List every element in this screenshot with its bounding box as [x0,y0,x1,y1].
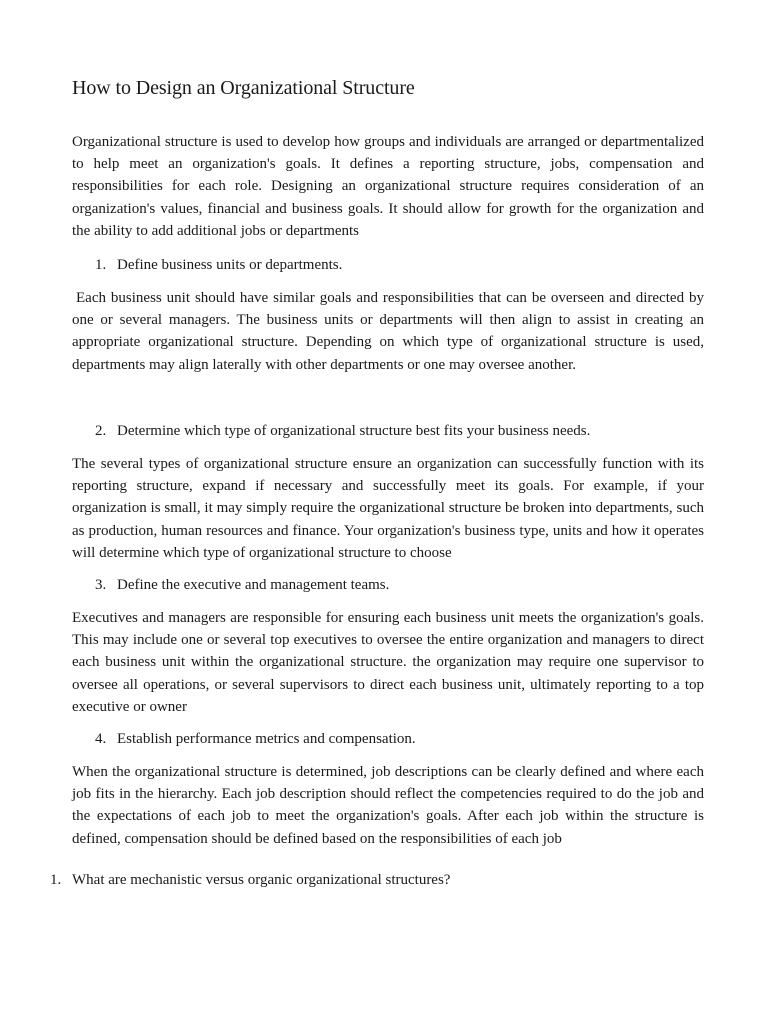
intro-paragraph: Organizational structure is used to develop how groups and individuals are arranged or departmentalized to help meet an organization's goals. It defines a reporting structure, jobs, compensation and responsibilities for each role. Designing an organizational structure requires consideration of an organization's values, financial and business goals. It should allow for growth for the organization and the ability to add additional jobs or departments [72,134,704,239]
step-2-number: 2. [95,423,107,439]
step-2-body: The several types of organizational structure ensure an organization can successfully function with its reporting structure, expand if necessary and successfully meet its goals. For example, if your organization is small, it may simply require the organizational structure be broken into departments, such as production, human resources and finance. Your organization's business type, units and how it operates will determine which type of organizational structure to choose [72,456,704,561]
step-4-heading [95,728,695,750]
question-number: 1. [50,872,62,888]
step-3-number: 3. [95,577,107,593]
document-title: How to Design an Organizational Structure [72,77,415,99]
step-4-heading-text: Establish performance metrics and compensation. [117,731,416,747]
step-1-heading-text: Define business units or departments. [117,257,343,273]
step-3-body: Executives and managers are responsible for ensuring each business unit meets the organization's goals. This may include one or several top executives to oversee the entire organization and managers to direct each business unit within the organizational structure. the organization may require one supervisor to oversee all operations, or several supervisors to direct each business unit, ultimately reporting to a top executive or owner [72,610,704,715]
step-3-heading [95,574,695,596]
question-item [50,869,690,891]
step-4-number: 4. [95,731,107,747]
step-1-body: Each business unit should have similar goals and responsibilities that can be overseen and directed by one or several managers. The business units or departments will then align to assist in creating an appropriate organizational structure. Depending on which type of organizational structure is used, departments may align laterally with other departments or one may oversee another. [72,290,704,373]
step-2-heading-text: Determine which type of organizational structure best fits your business needs. [117,423,591,439]
question-text: What are mechanistic versus organic organizational structures? [72,872,451,888]
step-4-body: When the organizational structure is determined, job descriptions can be clearly defined and where each job fits in the hierarchy. Each job description should reflect the competencies required to do the job and the expectations of each job to meet the organization's goals. After each job within the structure is defined, compensation should be defined based on the responsibilities of each job [72,764,704,847]
step-2-heading [95,420,695,442]
step-1-number: 1. [95,257,107,273]
step-1-heading [95,254,695,276]
step-3-heading-text: Define the executive and management teams. [117,577,390,593]
